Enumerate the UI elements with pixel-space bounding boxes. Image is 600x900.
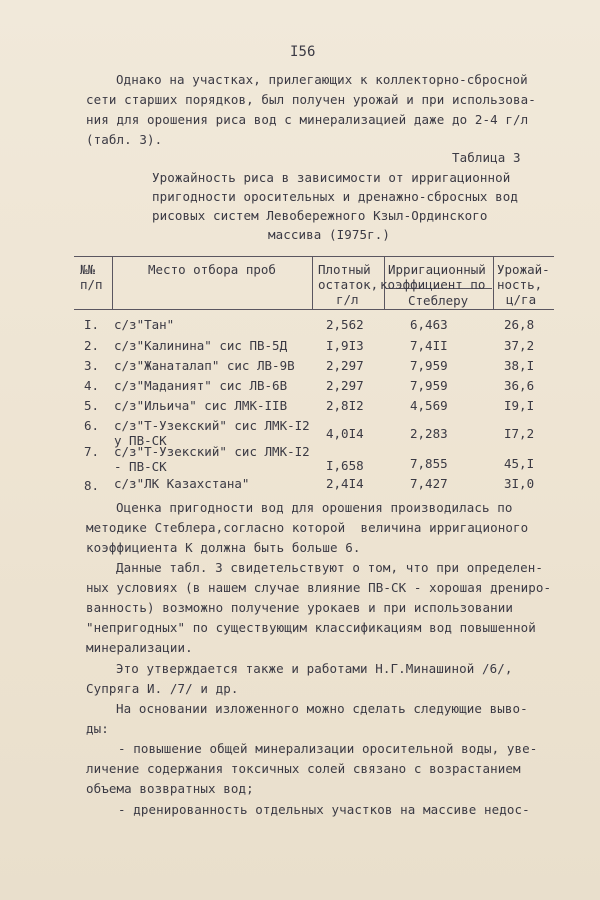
header-num: №№ <box>80 262 96 277</box>
cell-residue: I,658 <box>326 458 364 473</box>
cell-yield: I9,I <box>504 398 535 413</box>
table-rule-top <box>74 256 554 257</box>
cell-place: с/з"Т-Узекский" сис ЛМК-I2 <box>114 444 310 459</box>
text-line: Данные табл. 3 свидетельствуют о том, что при определен- <box>116 560 544 575</box>
text-line: коэффициента К должна быть больше 6. <box>86 540 361 555</box>
cell-yield: 26,8 <box>504 317 535 332</box>
column-divider <box>312 256 313 309</box>
cell-num: 6. <box>84 418 100 433</box>
cell-num: 3. <box>84 358 100 373</box>
text-line: (табл. 3). <box>86 132 163 147</box>
cell-place: - ПВ-СК <box>114 459 167 474</box>
cell-coef: 7,959 <box>410 358 448 373</box>
header-residue: остаток, <box>318 277 379 292</box>
cell-place: с/з"ЛК Казахстана" <box>114 476 250 491</box>
header-coef: Стеблеру <box>408 293 469 308</box>
cell-yield: I7,2 <box>504 426 535 441</box>
cell-residue: 2,297 <box>326 358 364 373</box>
table-label: Таблица 3 <box>452 150 521 165</box>
text-line: Оценка пригодности вод для орошения производилась по <box>116 500 513 515</box>
header-place: Место отбора проб <box>148 262 276 277</box>
cell-yield: 37,2 <box>504 338 535 353</box>
header-yield: Урожай- <box>497 262 550 277</box>
cell-place: у ПВ-СК <box>114 433 167 448</box>
cell-num: 4. <box>84 378 100 393</box>
caption-line: пригодности оросительных и дренажно-сбросных вод <box>152 189 519 204</box>
text-line: На основании изложенного можно сделать следующие выво- <box>116 701 528 716</box>
caption-line: рисовых систем Левобережного Кзыл-Ординского <box>152 208 488 223</box>
text-line: Супряга И. /7/ и др. <box>86 681 239 696</box>
column-divider <box>112 256 113 309</box>
cell-coef: 7,959 <box>410 378 448 393</box>
cell-num: 5. <box>84 398 100 413</box>
cell-coef: 4,569 <box>410 398 448 413</box>
cell-place: с/з"Жанаталап" сис ЛВ-9В <box>114 358 295 373</box>
text-line: "непригодных" по существующим классификациям вод повышенной <box>86 620 536 635</box>
cell-num: 8. <box>84 478 100 493</box>
cell-coef: 2,283 <box>410 426 448 441</box>
cell-place: с/з"Калинина" сис ПВ-5Д <box>114 338 288 353</box>
header-coef: коэффициент по <box>380 277 486 292</box>
page-number: I56 <box>290 44 316 60</box>
text-line: ния для орошения риса вод с минерализацией даже до 2-4 г/л <box>86 112 529 127</box>
cell-coef: 7,4II <box>410 338 448 353</box>
column-divider <box>493 256 494 309</box>
cell-place: с/з"Т-Узекский" сис ЛМК-I2 <box>114 418 310 433</box>
text-line: объема возвратных вод; <box>86 781 254 796</box>
cell-residue: I,9I3 <box>326 338 364 353</box>
text-line: ванность) возможно получение урокаев и при использовании <box>86 600 514 615</box>
header-coef: Ирригационный <box>388 262 486 277</box>
cell-residue: 2,8I2 <box>326 398 364 413</box>
text-line: Это утверждается также и работами Н.Г.Минашиной /6/, <box>116 661 513 676</box>
cell-yield: 36,6 <box>504 378 535 393</box>
header-num: п/п <box>80 277 103 292</box>
text-line: ды: <box>86 721 109 736</box>
table-rule-header <box>74 309 554 310</box>
cell-coef: 6,463 <box>410 317 448 332</box>
header-residue: г/л <box>336 292 359 307</box>
header-residue: Плотный <box>318 262 371 277</box>
cell-yield: 45,I <box>504 456 535 471</box>
text-line: ных условиях (в нашем случае влияние ПВ-СК - хорошая дрениро- <box>86 580 552 595</box>
text-line: личение содержания токсичных солей связано с возрастанием <box>86 761 521 776</box>
cell-residue: 2,562 <box>326 317 364 332</box>
text-line: сети старших порядков, был получен урожай и при использова- <box>86 92 536 107</box>
caption-line: Урожайность риса в зависимости от ирригационной <box>152 170 511 185</box>
cell-num: 2. <box>84 338 100 353</box>
text-line: - повышение общей минерализации оросительной воды, уве- <box>118 741 538 756</box>
caption-line: массива (I975г.) <box>268 227 391 242</box>
text-line: минерализации. <box>86 640 193 655</box>
text-line: методике Стеблера,согласно которой величина ирригационого <box>86 520 529 535</box>
text-line: - дренированность отдельных участков на массиве недос- <box>118 802 530 817</box>
cell-place: с/з"Ильича" сис ЛМК-IIВ <box>114 398 288 413</box>
cell-yield: 38,I <box>504 358 535 373</box>
cell-place: с/з"Маданият" сис ЛВ-6В <box>114 378 288 393</box>
cell-coef: 7,855 <box>410 456 448 471</box>
text-line: Однако на участках, прилегающих к коллекторно-сбросной <box>116 72 528 87</box>
cell-place: с/з"Тан" <box>114 317 175 332</box>
cell-coef: 7,427 <box>410 476 448 491</box>
cell-num: I. <box>84 317 100 332</box>
cell-num: 7. <box>84 444 100 459</box>
cell-yield: 3I,0 <box>504 476 535 491</box>
header-yield: ность, <box>497 277 543 292</box>
header-yield: ц/га <box>506 292 537 307</box>
cell-residue: 2,4I4 <box>326 476 364 491</box>
cell-residue: 2,297 <box>326 378 364 393</box>
cell-residue: 4,0I4 <box>326 426 364 441</box>
